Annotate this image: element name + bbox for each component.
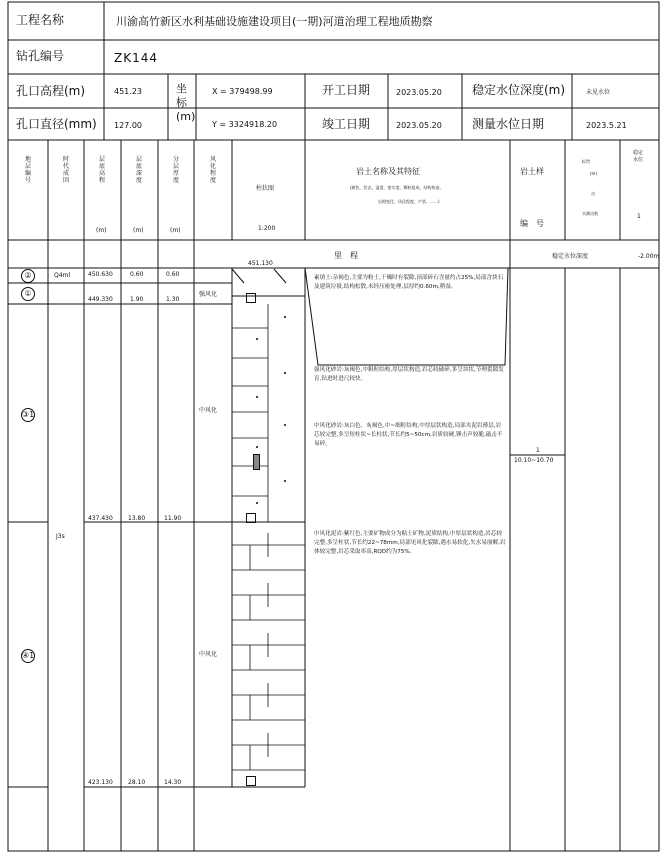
col-spt-unit: (m) <box>590 171 598 176</box>
col-bottom-elev: 层底高程 <box>98 156 105 184</box>
stable-depth-value: -2.00m <box>638 253 660 260</box>
desc-fill: 素填土:杂褐色,主要为粉土,干燥时有裂隙,顶部碎石含量约占25%,局部含块石及建筑垃圾,结构松散,未经压密处理,层厚约0.60m,稍湿。 <box>314 275 504 290</box>
layer-no-3: ③1 <box>21 408 35 422</box>
col-sample-no: 编 号 <box>520 219 544 228</box>
layer-elev-4: 423.130 <box>88 779 113 786</box>
layer-era-1: Q4ml <box>54 272 71 279</box>
stable-water-label: 稳定水位深度(m) <box>472 83 566 97</box>
layer-thick-4: 14.30 <box>164 779 182 786</box>
layer-era-4: J3s <box>56 533 65 540</box>
desc-mid-sandstone: 中风化砂岩:灰白色、灰褐色,中~细粒结构,中厚层状构造,局部夹泥岩薄层,岩芯较完整,多呈短柱状~长柱状,节长约5~50cm,岩质较硬,锤击声较脆,敲击不易碎。 <box>314 423 503 447</box>
sandstone-dot <box>284 480 286 482</box>
elev-value: 451.23 <box>114 87 142 96</box>
col-desc-sub: (颜色、状态、湿度、密实度、颗粒组成、结构构造、 <box>350 185 444 190</box>
mileage-title: 里 程 <box>334 251 358 260</box>
layer-depth-2: 1.90 <box>130 296 144 303</box>
layer-elev-3: 437.430 <box>88 515 113 522</box>
layer-elev-2: 449.330 <box>88 296 113 303</box>
col-weathering: 风化程度 <box>209 156 216 184</box>
sandstone-dot <box>284 424 286 426</box>
layer-thick-2: 1.30 <box>166 296 180 303</box>
start-date: 2023.05.20 <box>396 88 442 97</box>
desc-strong-sandstone: 强风化砂岩:灰褐色,中粗粒结构,厚层状构造,岩芯较破碎,多呈块状,节理裂隙发育,钻进时进尺较快。 <box>314 367 504 382</box>
col-last: 稳定水位 <box>633 150 644 163</box>
core-sample-marker <box>246 293 256 303</box>
col-desc-sub2: 岩相变化、风化程度、产状、……) <box>378 199 440 204</box>
col-bottom-depth: 层底深度 <box>135 156 142 184</box>
col-thickness: 分层厚度 <box>172 156 179 184</box>
sandstone-dot <box>256 338 258 340</box>
col-era: 时代成因 <box>62 156 69 184</box>
top-elevation: 451.130 <box>248 260 273 267</box>
col-sample-title: 岩土样 <box>520 167 544 176</box>
col-desc-title: 岩土名称及其特征 <box>356 167 420 176</box>
layer-elev-1: 450.630 <box>88 271 113 278</box>
layer-weather-3: 中风化 <box>199 407 218 414</box>
layer-weather-4: 中风化 <box>199 651 218 658</box>
col-spt-title: 标贯 <box>582 159 590 164</box>
coord-label: 坐标(m) <box>176 82 196 123</box>
stable-water-value: 未见水位 <box>586 89 611 96</box>
sandstone-dot <box>256 396 258 398</box>
layer-depth-3: 13.80 <box>128 515 146 522</box>
col-last-value: 1 <box>637 213 641 220</box>
hole-no: ZK144 <box>114 51 158 65</box>
diam-value: 127.00 <box>114 121 142 130</box>
x-coordinate: X = 379498.99 <box>212 87 273 96</box>
col-spt-mid: 击 <box>591 191 595 196</box>
hole-no-label: 钻孔编号 <box>16 49 65 63</box>
unit-elev: (m) <box>96 227 107 234</box>
elev-label: 孔口高程(m) <box>16 84 86 98</box>
unit-depth: (m) <box>133 227 144 234</box>
layer-no-2: ① <box>21 287 35 301</box>
sample-position-bar <box>253 454 260 470</box>
col-layer-no: 地层编号 <box>24 156 31 184</box>
project-label: 工程名称 <box>16 13 65 27</box>
measure-date: 2023.5.21 <box>586 121 627 130</box>
layer-weather-2: 强风化 <box>199 291 218 298</box>
layer-thick-1: 0.60 <box>166 271 180 278</box>
layer-no-4: ④1 <box>21 649 35 663</box>
sandstone-dot <box>256 446 258 448</box>
sandstone-dot <box>256 502 258 504</box>
end-date: 2023.05.20 <box>396 121 442 130</box>
col-column-scale: 1:200 <box>258 225 276 232</box>
sample-depth: 10.10~10.70 <box>514 457 554 464</box>
layer-thick-3: 11.90 <box>164 515 182 522</box>
core-sample-marker <box>246 776 256 786</box>
project-name: 川渝高竹新区水利基础设施建设项目(一期)河道治理工程地质勘察 <box>116 15 433 28</box>
layer-depth-4: 28.10 <box>128 779 146 786</box>
start-label: 开工日期 <box>322 83 371 97</box>
y-coordinate: Y = 3324918.20 <box>212 120 278 129</box>
col-column-title: 柱状图 <box>256 185 275 192</box>
end-label: 竣工日期 <box>322 117 371 131</box>
unit-thickness: (m) <box>170 227 181 234</box>
desc-mudstone: 中风化泥岩:紫红色,主要矿物成分为粘土矿物,泥质结构,中厚层状构造,岩芯较完整,多呈柱状,节长约22~78mm,局部见风化裂隙,遇水易软化,失水易崩解,岩体较完整,岩芯采取率高,RQD约为75%。 <box>314 531 506 555</box>
col-spt-count: 实测击数 <box>582 211 598 216</box>
sample-no: 1 <box>536 447 540 454</box>
stable-depth-label: 稳定水位深度 <box>552 253 589 260</box>
sandstone-dot <box>284 372 286 374</box>
sandstone-dot <box>284 316 286 318</box>
measure-date-label: 测量水位日期 <box>472 117 545 131</box>
layer-no-1: ② <box>21 269 35 283</box>
diam-label: 孔口直径(mm) <box>16 117 97 131</box>
core-sample-marker <box>246 513 256 523</box>
layer-depth-1: 0.60 <box>130 271 144 278</box>
